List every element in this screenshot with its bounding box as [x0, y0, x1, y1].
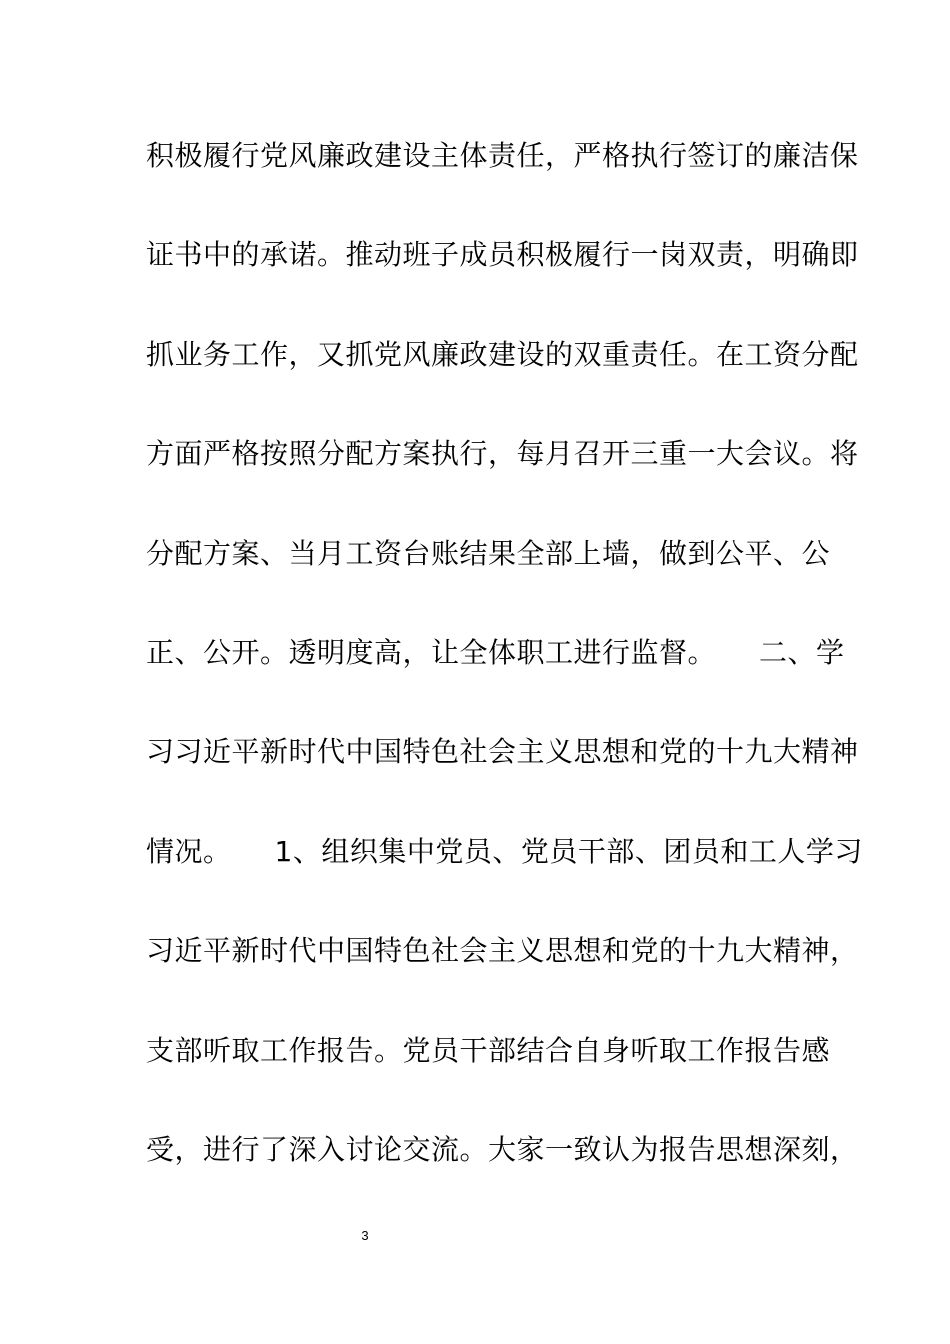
text-line: 支部听取工作报告。党员干部结合自身听取工作报告感: [146, 1033, 831, 1067]
page-number: 3: [361, 1228, 369, 1243]
text-line: 抓业务工作，又抓党风廉政建设的双重责任。在工资分配: [146, 337, 859, 371]
text-line: 习近平新时代中国特色社会主义思想和党的十九大精神，: [146, 934, 859, 968]
text-line: 情况。 1、组织集中党员、党员干部、团员和工人学习: [146, 834, 863, 868]
text-line: 证书中的承诺。推动班子成员积极履行一岗双责，明确即: [146, 238, 859, 272]
text-line: 积极履行党风廉政建设主体责任，严格执行签订的廉洁保: [146, 139, 859, 172]
text-line: 受，进行了深入讨论交流。大家一致认为报告思想深刻，: [146, 1132, 859, 1166]
text-line: 分配方案、当月工资台账结果全部上墙，做到公平、公: [146, 536, 831, 570]
text-line: 习习近平新时代中国特色社会主义思想和党的十九大精神: [146, 735, 859, 769]
body-text: [146, 128, 863, 1221]
text-line: 方面严格按照分配方案执行，每月召开三重一大会议。将: [146, 437, 859, 471]
text-line: 正、公开。透明度高，让全体职工进行监督。 二、学: [146, 635, 845, 669]
